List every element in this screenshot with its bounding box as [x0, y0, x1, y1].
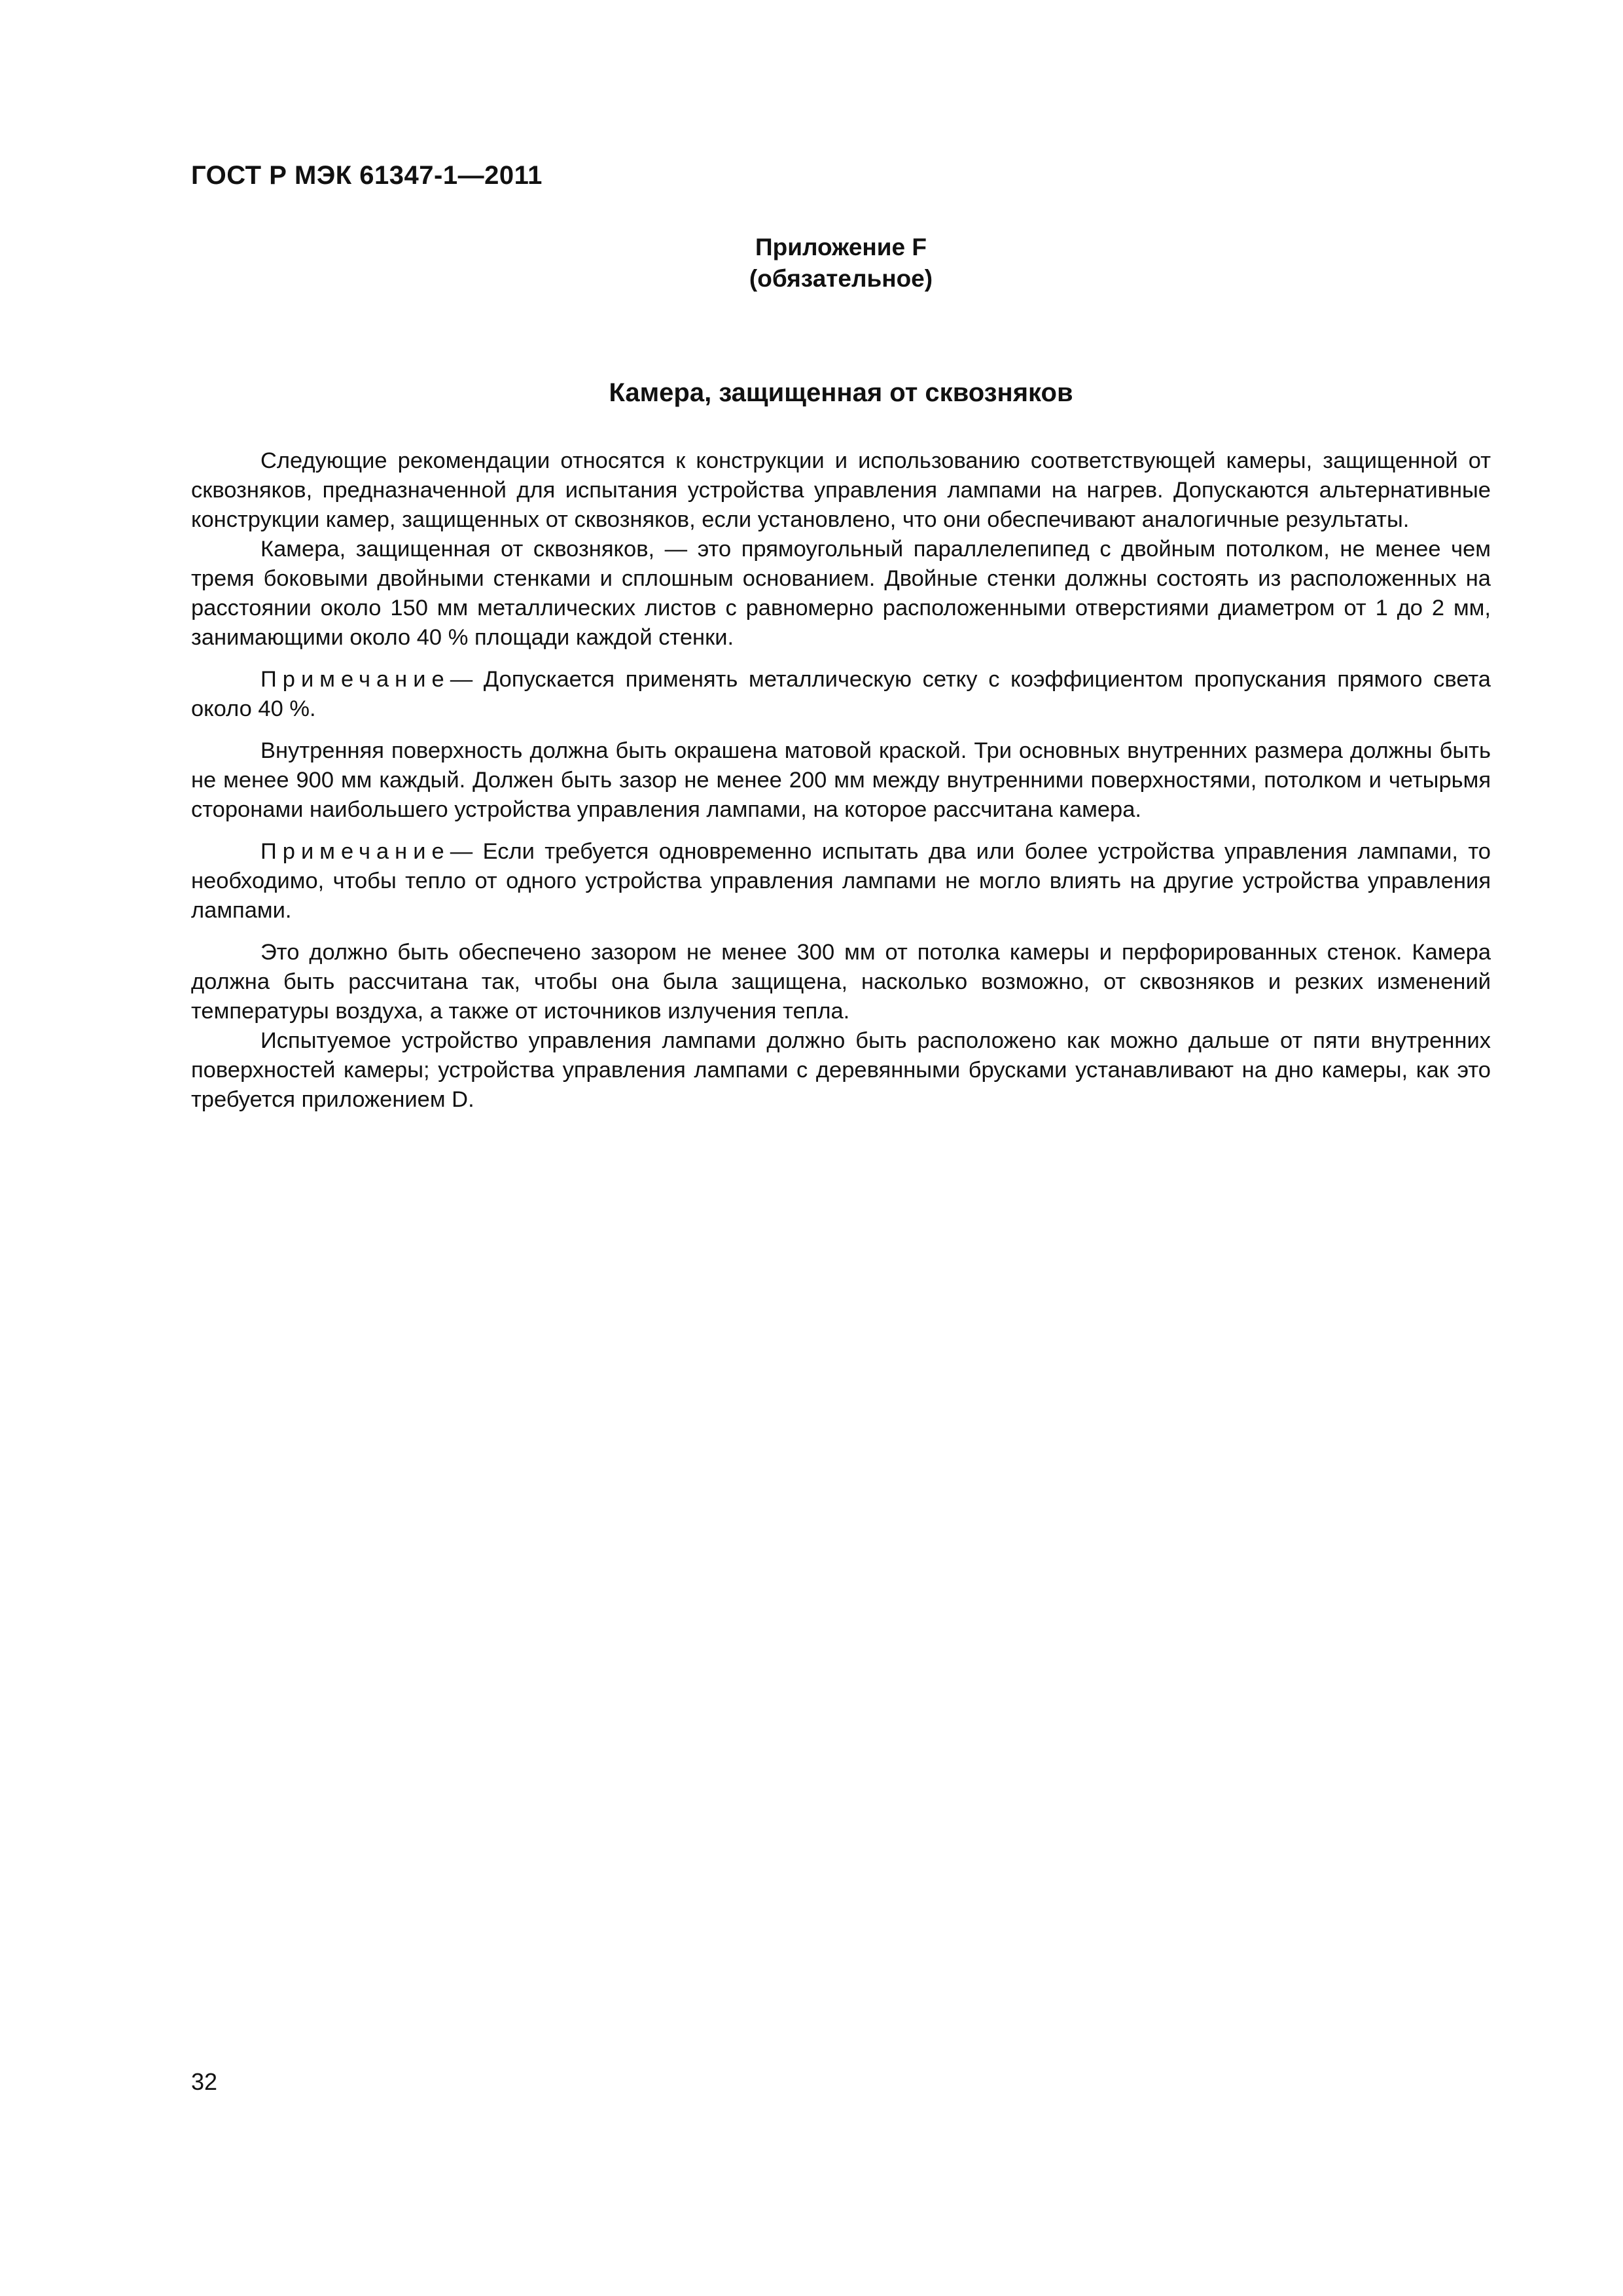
paragraph: Камера, защищенная от сквозняков, — это прямоугольный параллелепипед с двойным потолком, не менее чем тремя боковыми двойными стенками и сплошным основанием. Двойные стенки должны состоять из расположенных на расстоянии около 150 мм металлических листов с равномерно расположенными отверстиями диаметром от 1 до 2 мм, занимающими около 40 % площади каждой стенки. — [191, 537, 1491, 650]
note-text: — Если требуется одновременно испытать два или более устройства управления лампами, то необходимо, чтобы тепло от одного устройства управления лампами не могло влиять на другие устройства управления лампами. — [191, 839, 1491, 923]
annex-heading — [191, 232, 1491, 295]
note-label: Примечание — [260, 667, 450, 692]
document-code: ГОСТ Р МЭК 61347-1—2011 — [191, 161, 543, 190]
section-title: Камера, защищенная от сквозняков — [609, 378, 1073, 407]
note-text: — Допускается применять металлическую сетку с коэффициентом пропускания прямого света около 40 %. — [191, 667, 1491, 721]
paragraph: Испытуемое устройство управления лампами должно быть расположено как можно дальше от пяти внутренних поверхностей камеры; устройства управления лампами с деревянными брусками устанавливают на дно камеры, как это требуется приложением D. — [191, 1028, 1491, 1112]
annex-label: Приложение F — [755, 234, 927, 260]
note-paragraph — [191, 665, 1491, 724]
note-label: Примечание — [260, 839, 450, 864]
page-number: 32 — [191, 2068, 218, 2095]
body-text — [191, 446, 1491, 1115]
paragraph: Следующие рекомендации относятся к конструкции и использованию соответствующей камеры, защищенной от сквозняков, предназначенной для испытания устройства управления лампами на нагрев. Допускаются альтернативные конструкции камер, защищенных от сквозняков, если установлено, что они обеспечивают аналогичные результаты. — [191, 448, 1491, 532]
paragraph: Внутренняя поверхность должна быть окрашена матовой краской. Три основных внутренних размера должны быть не менее 900 мм каждый. Должен быть зазор не менее 200 мм между внутренними поверхностями, потолком и четырьмя сторонами наибольшего устройства управления лампами, на которое рассчитана камера. — [191, 738, 1491, 822]
annex-status: (обязательное) — [749, 265, 933, 292]
paragraph: Это должно быть обеспечено зазором не менее 300 мм от потолка камеры и перфорированных стенок. Камера должна быть рассчитана так, чтобы она была защищена, насколько возможно, от сквозняков и резких изменений температуры воздуха, а также от источников излучения тепла. — [191, 940, 1491, 1024]
note-paragraph — [191, 837, 1491, 925]
